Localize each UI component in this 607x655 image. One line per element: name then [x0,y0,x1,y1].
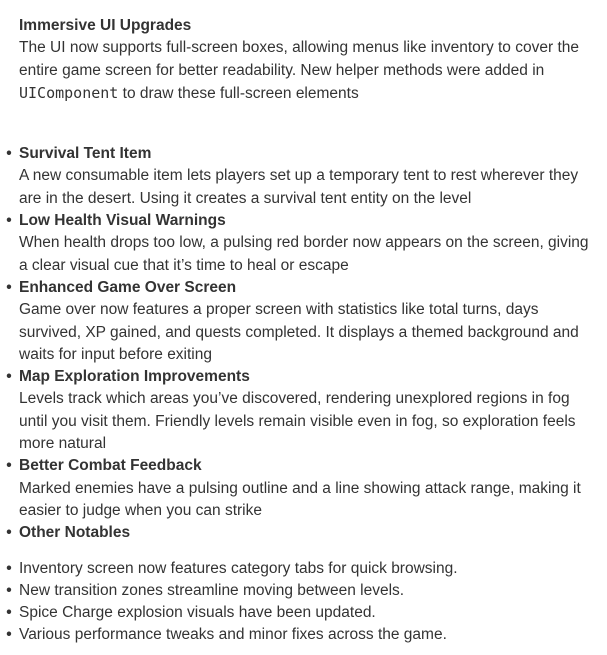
notable-text: Spice Charge explosion visuals have been updated. [19,604,376,622]
bullet-icon: • [6,145,12,163]
feature-item-survival-tent [6,143,589,210]
notable-text: Inventory screen now features category tabs for quick browsing. [19,559,458,577]
intro-description [19,37,589,105]
feature-item-game-over [6,277,589,366]
bullet-icon: • [6,626,12,644]
notable-text: New transition zones streamline moving between levels. [19,581,405,599]
bullet-icon: • [6,457,12,475]
bullet-icon: • [6,581,12,599]
notable-item [6,558,589,580]
patch-notes [6,15,589,647]
notables-list [6,558,589,647]
feature-description: Marked enemies have a pulsing outline and a line showing attack range, making it easier to judge when you can strike [19,479,581,519]
bullet-icon: • [6,278,12,296]
bullet-icon: • [6,524,12,542]
intro-title: Immersive UI Upgrades [19,17,192,34]
section-spacer [19,105,589,143]
bullet-icon: • [6,368,12,386]
feature-title: Other Notables [19,524,131,542]
intro-desc-text-end: to draw these full-screen elements [118,84,359,102]
feature-item-combat-feedback [6,455,589,522]
feature-description: A new consumable item lets players set up a temporary tent to rest wherever they are in the desert. Using it creates a survival tent entity on the level [19,167,579,207]
feature-item-map-exploration [6,366,589,455]
notable-item [6,602,589,624]
feature-title: Survival Tent Item [19,145,152,163]
notable-item [6,580,589,602]
feature-title: Low Health Visual Warnings [19,212,226,230]
feature-title: Enhanced Game Over Screen [19,278,237,296]
bullet-icon: • [6,604,12,622]
list-gap [19,545,589,558]
intro-desc-code: UIComponent [19,83,119,102]
feature-description: Game over now features a proper screen with statistics like total turns, days survived, XP gained, and quests completed. It displays a themed background and waits for input before exiting [19,301,579,363]
feature-description: When health drops too low, a pulsing red border now appears on the screen, giving a clear visual cue that it’s time to heal or escape [19,234,589,274]
bullet-icon: • [6,559,12,577]
feature-title: Better Combat Feedback [19,457,202,475]
feature-description: Levels track which areas you’ve discovered, rendering unexplored regions in fog until you visit them. Friendly levels remain visible even in fog, so exploration feels more natural [19,390,576,453]
bullet-icon: • [6,212,12,230]
notable-item [6,624,589,646]
intro-desc-text: The UI now supports full-screen boxes, allowing menus like inventory to cover the entire game screen for better readability. New helper methods were added in [19,39,579,79]
feature-list [6,143,589,544]
feature-title: Map Exploration Improvements [19,368,250,386]
intro-section [19,15,589,105]
notable-text: Various performance tweaks and minor fixes across the game. [19,626,447,644]
feature-item-other-notables [6,522,589,544]
feature-item-low-health [6,210,589,277]
